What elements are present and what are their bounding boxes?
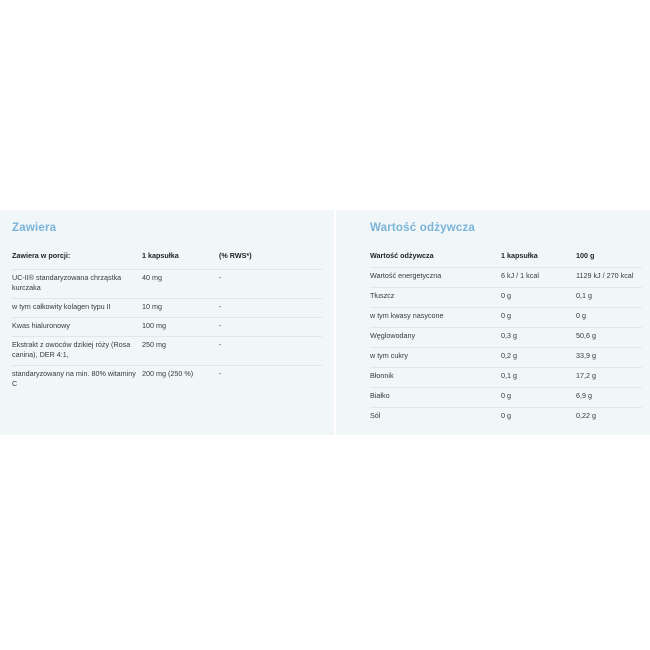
nutrient-per-capsule: 0,1 g — [501, 368, 576, 388]
nutrient-per-capsule: 0,3 g — [501, 328, 576, 348]
table-row — [370, 408, 642, 428]
nutrient-name: w tym kwasy nasycone — [370, 308, 501, 328]
ingredient-name: Kwas hialuronowy — [12, 318, 142, 337]
nutrient-per-100g: 17,2 g — [576, 368, 642, 388]
nutrient-per-100g: 0 g — [576, 308, 642, 328]
nutrient-per-100g: 6,9 g — [576, 388, 642, 408]
nutrient-per-100g: 0,1 g — [576, 288, 642, 308]
table-row — [370, 268, 642, 288]
ingredient-amount: 100 mg — [142, 318, 219, 337]
table-row — [12, 318, 322, 337]
nutrient-per-100g: 33,9 g — [576, 348, 642, 368]
table-row — [370, 328, 642, 348]
table-row — [370, 348, 642, 368]
composition-header-per-capsule: 1 kapsułka — [142, 248, 219, 270]
nutrition-title: Wartość odżywcza — [370, 222, 476, 234]
composition-header-row — [12, 248, 322, 270]
composition-header-ingredient: Zawiera w porcji: — [12, 248, 142, 270]
nutrition-header-per-100g: 100 g — [576, 248, 642, 268]
composition-panel — [0, 210, 334, 435]
table-row — [370, 308, 642, 328]
ingredient-name: w tym całkowity kolagen typu II — [12, 299, 142, 318]
nutrient-per-capsule: 6 kJ / 1 kcal — [501, 268, 576, 288]
ingredient-rws: - — [219, 337, 322, 366]
nutrient-name: Wartość energetyczna — [370, 268, 501, 288]
ingredient-amount: 200 mg (250 %) — [142, 369, 194, 378]
table-row — [12, 299, 322, 318]
nutrient-name: Sól — [370, 411, 381, 420]
nutrient-per-100g: 1129 kJ / 270 kcal — [576, 268, 642, 288]
table-row — [12, 366, 322, 395]
nutrient-name: w tym cukry — [370, 348, 501, 368]
nutrient-per-capsule: 0 g — [501, 388, 576, 408]
nutrient-per-capsule: 0 g — [501, 411, 511, 420]
nutrient-per-capsule: 0,2 g — [501, 348, 576, 368]
ingredient-rws: - — [219, 299, 322, 318]
composition-header-rws: (% RWS*) — [219, 248, 322, 270]
table-row — [12, 337, 322, 366]
ingredient-amount: 40 mg — [142, 270, 219, 299]
ingredient-amount: 10 mg — [142, 299, 219, 318]
nutrient-per-100g: 0,22 g — [576, 411, 596, 420]
nutrition-header-per-capsule: 1 kapsułka — [501, 248, 576, 268]
ingredient-name: standaryzowany na min. 80% witaminy C — [12, 369, 136, 388]
nutrient-per-capsule: 0 g — [501, 308, 576, 328]
ingredient-rws: - — [219, 270, 322, 299]
ingredient-amount: 250 mg — [142, 337, 219, 366]
table-row — [370, 368, 642, 388]
nutrient-name: Błonnik — [370, 368, 501, 388]
composition-title: Zawiera — [12, 222, 57, 234]
nutrient-name: Węglowodany — [370, 328, 501, 348]
nutrition-header-label: Wartość odżywcza — [370, 248, 501, 268]
ingredient-rws: - — [219, 369, 222, 378]
ingredient-name: Ekstrakt z owoców dzikiej róży (Rosa canina), DER 4:1, — [12, 337, 142, 366]
nutrition-panel — [336, 210, 650, 435]
composition-table — [12, 248, 322, 394]
nutrient-per-capsule: 0 g — [501, 288, 576, 308]
table-row — [370, 288, 642, 308]
table-row — [12, 270, 322, 299]
ingredient-rws: - — [219, 318, 322, 337]
nutrient-name: Białko — [370, 388, 501, 408]
nutrient-per-100g: 50,6 g — [576, 328, 642, 348]
ingredient-name: UC-II® standaryzowana chrząstka kurczaka — [12, 270, 142, 299]
table-row — [370, 388, 642, 408]
nutrient-name: Tłuszcz — [370, 288, 501, 308]
nutrition-header-row — [370, 248, 642, 268]
nutrition-table — [370, 248, 642, 427]
